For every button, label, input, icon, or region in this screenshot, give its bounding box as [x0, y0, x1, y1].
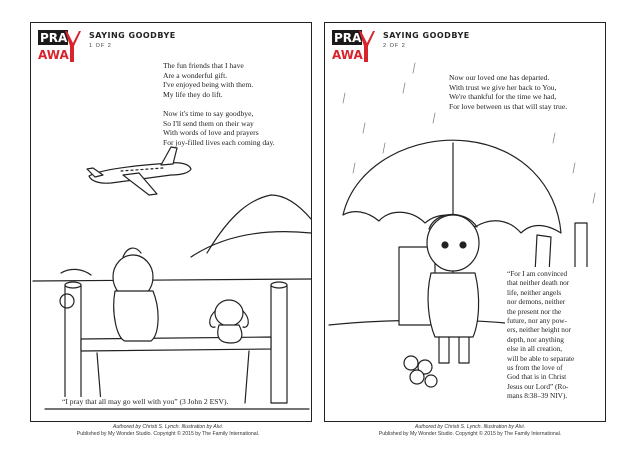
credit-author: Authored by Christi S. Lynch. Illustration by Alvi.	[414, 424, 526, 430]
svg-text:AWA: AWA	[38, 48, 69, 62]
credit-author: Authored by Christi S. Lynch. Illustration by Alvi.	[112, 424, 224, 430]
verse-line: that neither death nor	[507, 278, 570, 288]
verse-line: nor demons, neither	[507, 297, 566, 307]
page-title: SAYING GOODBYE	[383, 31, 470, 40]
verse-line: else in all creation,	[507, 344, 563, 354]
scripture-caption: “I pray that all may go well with you” (3 John 2 ESV).	[59, 397, 231, 406]
scripture-verse	[505, 267, 601, 403]
page-title: SAYING GOODBYE	[89, 31, 176, 40]
credit-publisher: Published by My Wonder Studio. Copyright © 2015 by The Family International.	[76, 431, 260, 437]
verse-line: “For I am convinced	[507, 269, 568, 278]
farewell-illustration	[31, 23, 313, 423]
verse-line: us from the love of	[507, 363, 563, 373]
verse-line: mans 8:38–39 NIV).	[507, 391, 568, 401]
flowers	[404, 356, 437, 387]
verse-line: life, neither angels	[507, 287, 562, 297]
poem-line: We're thankful for the time we had,	[449, 92, 557, 102]
airplane-icon	[87, 147, 191, 195]
credit	[18, 424, 318, 438]
svg-text:AWA: AWA	[332, 48, 363, 62]
verse-line: ers, neither height nor	[507, 325, 572, 335]
poem-line: Now our loved one has departed.	[449, 73, 550, 82]
poem-line: My life they do lift.	[163, 89, 223, 99]
poem-line: For love between us that will stay true.	[449, 101, 568, 111]
svg-text:PRA: PRA	[40, 31, 68, 45]
coloring-page-2	[324, 22, 606, 422]
verse-line: God that is in Christ	[507, 372, 567, 382]
credit	[320, 424, 620, 438]
verse-line: Jesus our Lord” (Ro-	[507, 381, 569, 391]
poem-line: With words of love and prayers	[163, 128, 259, 138]
poem-line: I've enjoyed being with them.	[163, 80, 254, 90]
verse-line: the present nor the	[507, 306, 562, 316]
poem-line: With trust we give her back to You,	[449, 82, 557, 92]
verse-line: will be able to separate	[507, 353, 575, 363]
poem-line: For joy-filled lives each coming day.	[163, 137, 275, 147]
svg-text:PRA: PRA	[334, 31, 362, 45]
credit-publisher: Published by My Wonder Studio. Copyright © 2015 by The Family International.	[378, 431, 562, 437]
poem-line: Now it's time to say goodbye,	[163, 108, 254, 118]
poem-line: So I'll send them on their way	[163, 118, 254, 128]
coloring-page-1	[30, 22, 312, 422]
verse-line: future, nor any pow-	[507, 316, 567, 326]
poem-line: Are a wonderful gift.	[163, 70, 228, 80]
poem-line: The fun friends that I have	[163, 61, 244, 70]
page-number: 2 OF 2	[383, 43, 406, 49]
page-number: 1 OF 2	[89, 43, 112, 49]
verse-line: depth, nor anything	[507, 334, 564, 344]
poem	[449, 73, 567, 111]
